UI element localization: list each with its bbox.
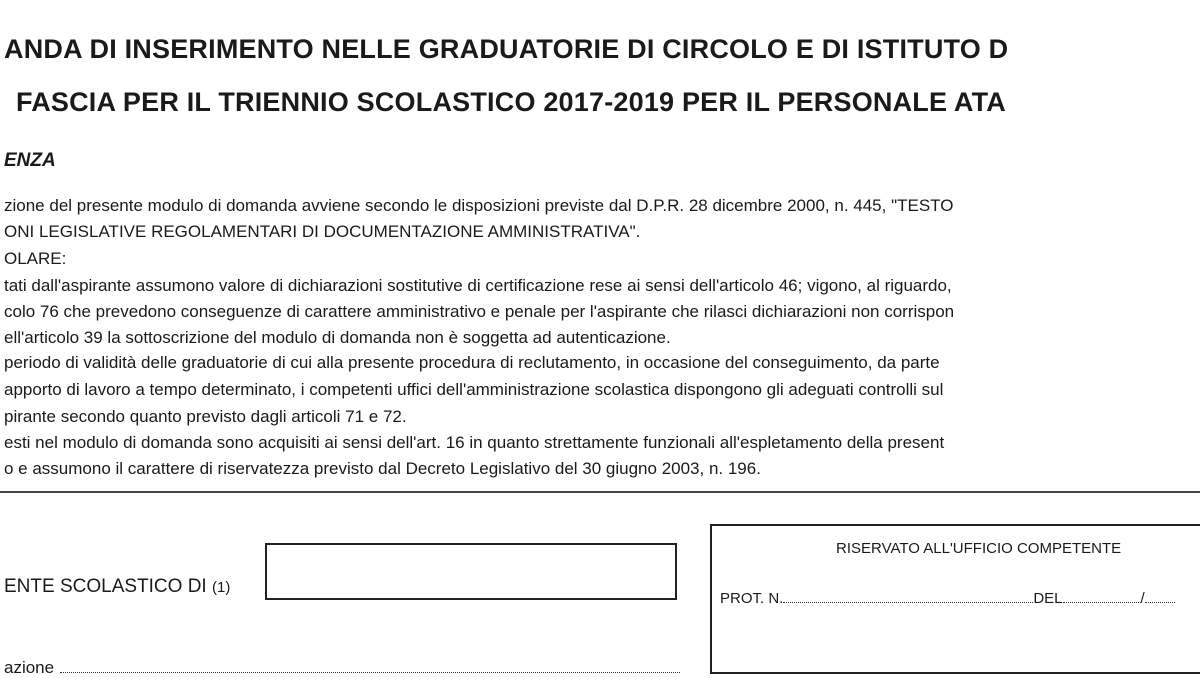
school-code-input[interactable] [265,543,677,600]
body-line: pirante secondo quanto previsto dagli articoli 71 e 72. [4,407,407,426]
prot-label: PROT. N. [720,590,784,607]
office-reserved-title: RISERVATO ALL'UFFICIO COMPETENTE [836,540,1122,557]
form-title-line-2: FASCIA PER IL TRIENNIO SCOLASTICO 2017-2019 PER IL PERSONALE ATA [16,87,1006,117]
body-line: esti nel modulo di domanda sono acquisiti ai sensi dell'art. 16 in quanto strettamente funzionali all'espletamento della present [4,433,945,452]
footer-field [4,658,680,678]
body-line: apporto di lavoro a tempo determinato, i competenti uffici dell'amministrazione scolastica dispongono gli adeguati controlli sul [4,380,944,399]
body-line: ell'articolo 39 la sottoscrizione del modulo di domanda non è soggetta ad autenticazione. [4,328,671,347]
protocol-row [720,590,1175,607]
footnote-marker: (1) [211,579,231,596]
section-heading: ENZA [4,150,56,171]
body-line: ONI LEGISLATIVE REGOLAMENTARI DI DOCUMENTAZIONE AMMINISTRATIVA". [4,222,641,241]
footer-dotted-field[interactable] [60,660,680,673]
date-separator: / [1140,590,1145,607]
body-line: OLARE: [4,249,67,268]
body-line: periodo di validità delle graduatorie di cui alla presente procedura di reclutamento, in occasione del conseguimento, da parte [4,353,940,372]
del-label: DEL [1033,590,1063,607]
prot-date-day-field[interactable] [1063,590,1141,603]
body-line: o e assumono il carattere di riservatezza previsto dal Decreto Legislativo del 30 giugno 2003, n. 196. [4,459,761,478]
footer-label: azione [4,658,55,677]
office-reserved-box [710,524,1200,674]
form-title-line-1: ANDA DI INSERIMENTO NELLE GRADUATORIE DI CIRCOLO E DI ISTITUTO D [4,34,1009,64]
body-line: colo 76 che prevedono conseguenze di carattere amministrativo e penale per l'aspirante che rilasci dichiarazioni non corrispon [4,302,955,321]
prot-date-month-field[interactable] [1145,590,1175,603]
prot-number-field[interactable] [783,590,1033,603]
section-divider [0,491,1200,493]
dirigente-label-text: ENTE SCOLASTICO DI [4,576,207,597]
dirigente-label [4,576,230,598]
body-line: zione del presente modulo di domanda avviene secondo le disposizioni previste dal D.P.R. 28 dicembre 2000, n. 445, "TESTO [4,196,954,215]
body-line: tati dall'aspirante assumono valore di dichiarazioni sostitutive di certificazione rese ai sensi dell'articolo 46; vigono, al riguardo, [4,276,952,295]
